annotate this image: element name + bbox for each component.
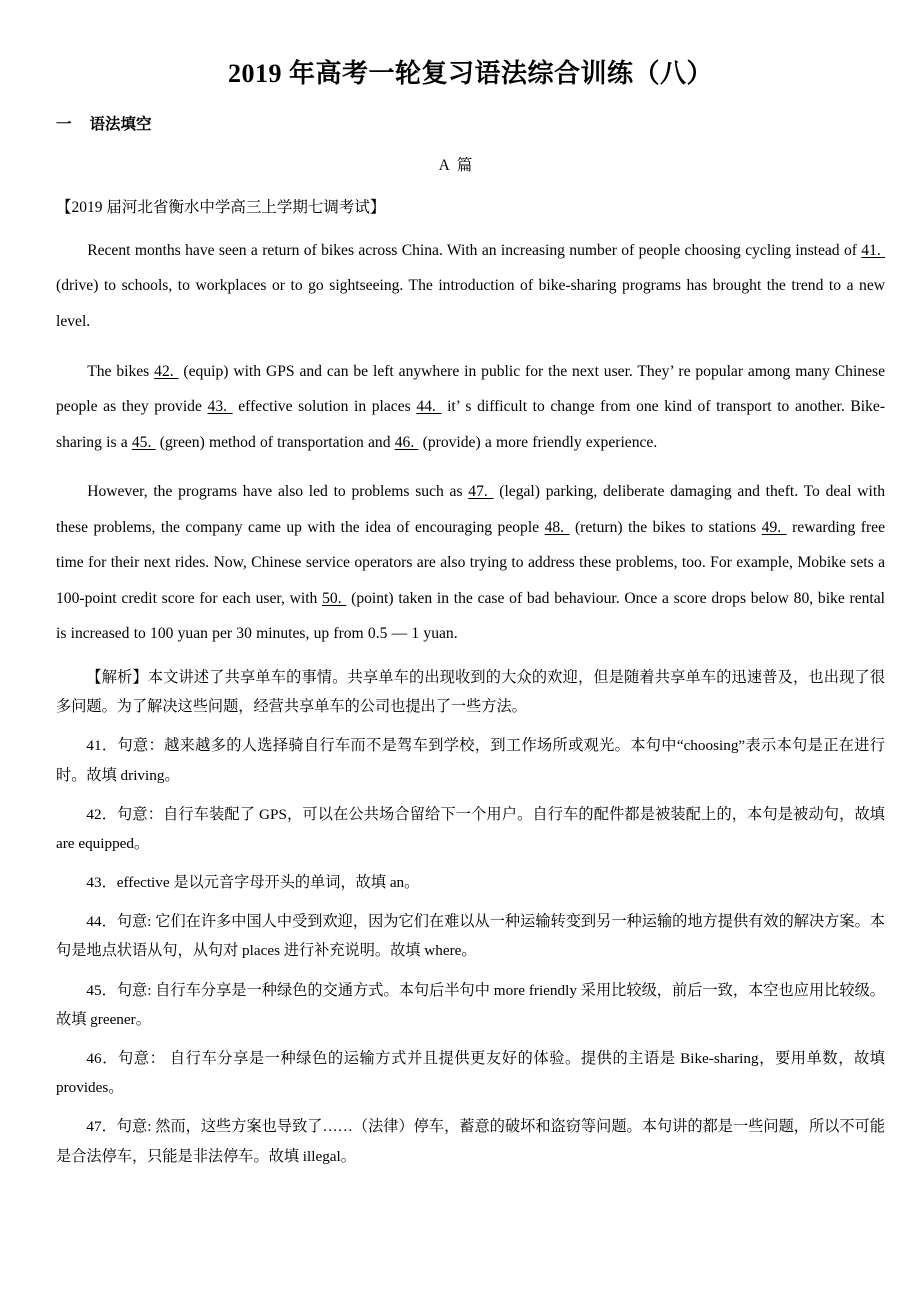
analysis-overview: 【解析】本文讲述了共享单车的事情。共享单车的出现收到的大众的欢迎，但是随着共享单车的迅速普及，也出现了很多问题。为了解决这些问题，经营共享单车的公司也提出了一些方法。: [56, 668, 885, 716]
answer-blank: 50.: [322, 589, 347, 607]
answer-blank: 44.: [416, 398, 442, 416]
analysis-item-list: [56, 721, 885, 1170]
answer-blank: 45.: [131, 433, 156, 451]
passage-source: 【2019 届河北省衡水中学高三上学期七调考试】: [56, 198, 386, 216]
analysis-item: 44．句意: 它们在许多中国人中受到欢迎，因为它们在难以从一种运输转变到另一种运输的地方提供有效的解决方案。本句是地点状语从句，从句对 places 进行补充说明。故填 where。: [56, 913, 885, 960]
analysis-item: 47．句意: 然而，这些方案也导致了……（法律）停车，蓄意的破坏和盗窃等问题。本句讲的都是一些问题，所以不可能是合法停车，只能是非法停车。故填 illegal。: [56, 1118, 885, 1165]
passage-label: [56, 136, 885, 177]
answer-blank: 42.: [154, 362, 179, 380]
answer-blank: 41.: [861, 241, 885, 259]
passage-paragraph: The bikes 42. (equip) with GPS and can be left anywhere in public for the next user. They’ re popular among many Chinese people as they provide 43. effective solution in places 44. it’ s difficult to change from one kind of transport to another. Bike-sharing is a 45. (green) method of transportation and 46. (provide) a more friendly experience.: [56, 362, 886, 451]
passage-paragraph: Recent months have seen a return of bikes across China. With an increasing number of people choosing cycling instead of 41. (drive) to schools, to workplaces or to go sightseeing. The introduction of bike-sharing programs has brought the trend to a new level.: [56, 241, 885, 331]
analysis-item: 43．effective 是以元音字母开头的单词，故填 an。: [86, 874, 420, 892]
answer-blank: 43.: [207, 398, 233, 416]
passage-letter: A: [438, 157, 450, 175]
answer-blank: 46.: [394, 433, 419, 451]
section-heading: [56, 89, 885, 136]
analysis-item: 41．句意：越来越多的人选择骑自行车而不是驾车到学校，到工作场所或观光。本句中“choosing”表示本句是正在进行时。故填 driving。: [56, 737, 885, 784]
passage-word: 篇: [456, 157, 473, 175]
answer-blank: 48.: [544, 518, 570, 536]
passage-paragraph: However, the programs have also led to problems such as 47. (legal) parking, deliberate damaging and theft. To deal with these problems, the company came up with the idea of encouraging people 48. (return) the bikes to stations 49. rewarding free time for their next rides. Now, Chinese service operators are also trying to address these problems, too. For example, Mobike sets a 100-point credit score for each user, with 50. (point) taken in the case of bad behaviour. Once a score drops below 80, bike rental is increased to 100 yuan per 30 minutes, up from 0.5 — 1 yuan.: [56, 483, 886, 643]
page-title: 2019 年高考一轮复习语法综合训练（八）: [227, 59, 713, 88]
section-number: 一: [56, 116, 72, 134]
answer-blank: 49.: [761, 518, 787, 536]
answer-blank: 47.: [468, 483, 494, 501]
analysis-item: 42．句意：自行车装配了 GPS，可以在公共场合留给下一个用户。自行车的配件都是被装配上的，本句是被动句，故填 are equipped。: [56, 805, 885, 852]
analysis-item: 45．句意: 自行车分享是一种绿色的交通方式。本句后半句中 more friendly 采用比较级，前后一致，本空也应用比较级。故填 greener。: [56, 981, 885, 1028]
analysis-item: 46．句意： 自行车分享是一种绿色的运输方式并且提供更友好的体验。提供的主语是 Bike-sharing，要用单数，故填 provides。: [56, 1050, 885, 1097]
section-label: 语法填空: [89, 116, 152, 134]
